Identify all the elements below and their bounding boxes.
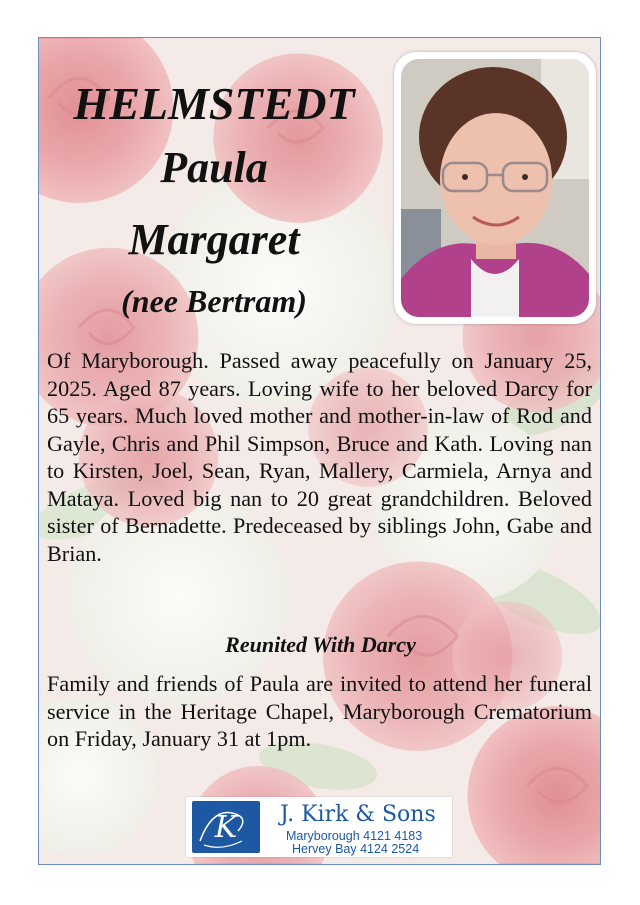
obituary-notice [38, 37, 601, 865]
funeral-director-logo [186, 797, 452, 857]
maryborough-phone: Maryborough 4121 4183 [286, 829, 423, 843]
portrait-image [401, 59, 589, 317]
first-name: Paula [160, 143, 268, 192]
hervey-bay-phone: Hervey Bay 4124 2524 [292, 842, 420, 856]
tagline: Reunited With Darcy [225, 632, 416, 657]
maiden-name: (nee Bertram) [121, 283, 307, 319]
kirk-monogram-icon [192, 801, 260, 853]
funeral-director-name: J. Kirk & Sons [280, 802, 436, 827]
surname: HELMSTEDT [73, 78, 355, 129]
deceased-name-heading [39, 76, 389, 324]
obituary-text: Of Maryborough. Passed away peacefully on January 25, 2025. Aged 87 years. Loving wife to her beloved Darcy for 65 years. Much loved mother and mother-in-law of Rod and Gayle, Chris and Phil Simpson, Bruce and Kath. Loving nan to Kirsten, Joel, Sean, Ryan, Mallery, Carmiela, Arnya and Mataya. Loved big nan to 20 great grandchildren. Beloved sister of Bernadette. Predeceased by siblings John, Gabe and Brian. [47, 348, 592, 566]
middle-name: Margaret [128, 215, 300, 264]
funeral-details: Family and friends of Paula are invited to attend her funeral service in the Heritage Chapel, Maryborough Crematorium on Friday, January 31 at 1pm. [47, 671, 592, 751]
logo-letter: K [214, 810, 238, 845]
portrait-photo [394, 52, 596, 324]
